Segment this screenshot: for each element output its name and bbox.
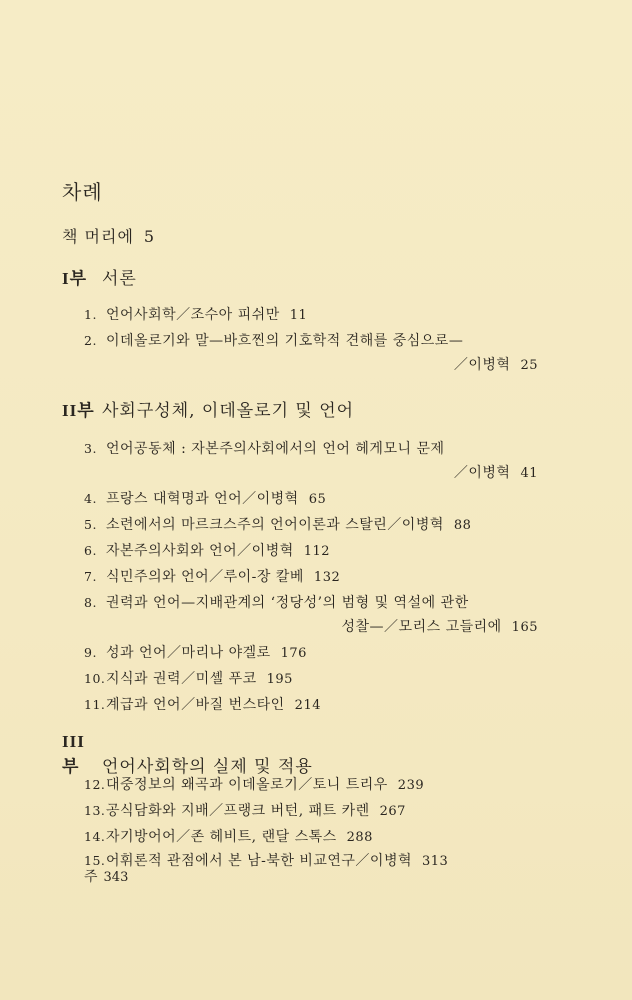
entry-page: 267: [379, 804, 406, 819]
entry-author: 성찰—／모리스 고들리에: [341, 619, 502, 635]
entry-page: 112: [303, 544, 331, 559]
entry-number: 13.: [84, 803, 106, 818]
preface-label: 책 머리에: [62, 227, 134, 246]
entry-title: 권력과 언어—지배관계의 ‘정당성’의 범형 및 역설에 관한: [106, 595, 469, 611]
part-3-title: [62, 732, 313, 777]
toc-entry-9: [84, 642, 307, 662]
toc-entry-15: [84, 850, 448, 870]
notes-label: 주: [84, 869, 98, 885]
entry-number: 5.: [84, 517, 97, 532]
entry-number: 12.: [84, 777, 106, 792]
entry-title: 공식담화와 지배／프랭크 버턴, 패트 카렌: [106, 803, 370, 819]
toc-entry-10: [84, 668, 293, 688]
toc-notes: [84, 866, 128, 886]
toc-entry-11: [84, 694, 321, 714]
entry-number: 2.: [84, 333, 97, 348]
entry-number: 4.: [84, 491, 97, 506]
entry-title: 언어공동체 : 자본주의사회에서의 언어 헤게모니 문제: [106, 441, 445, 457]
toc-entry-6: [84, 540, 330, 560]
entry-number: 1.: [84, 307, 97, 322]
entry-number: 7.: [84, 569, 97, 584]
toc-entry-2: [84, 330, 463, 350]
entry-number: 8.: [84, 595, 97, 610]
toc-preface: [62, 224, 155, 247]
part-2-title: [62, 396, 354, 421]
part-3-numeral: III부: [62, 732, 85, 776]
entry-author: ／이병혁: [453, 357, 511, 373]
entry-number: 11.: [84, 697, 106, 712]
entry-title: 자본주의사회와 언어／이병혁: [106, 543, 294, 559]
entry-title: 식민주의와 언어／루이-장 칼베: [106, 569, 304, 585]
entry-number: 3.: [84, 441, 97, 456]
entry-page: 176: [280, 646, 307, 661]
entry-number: 9.: [84, 645, 97, 660]
entry-title: 언어사회학／조수아 피쉬만: [106, 307, 280, 323]
entry-number: 6.: [84, 543, 97, 558]
entry-page: 239: [397, 778, 425, 793]
toc-heading: 차례: [62, 180, 103, 204]
toc-entry-3: [84, 438, 445, 458]
entry-page: 132: [313, 570, 341, 585]
notes-page: 343: [103, 870, 129, 885]
preface-page: 5: [143, 227, 156, 246]
entry-title: 자기방어어／존 헤비트, 랜달 스톡스: [106, 829, 337, 845]
part-2-numeral: II부: [62, 401, 95, 420]
entry-title: 소련에서의 마르크스주의 언어이론과 스탈린／이병혁: [106, 517, 444, 533]
entry-number: 10.: [84, 671, 106, 686]
entry-page: 288: [346, 830, 373, 845]
entry-title: 대중정보의 왜곡과 이데올로기／토니 트리우: [106, 777, 388, 793]
toc-entry-8: [84, 592, 469, 612]
part-1-label: 서론: [102, 269, 137, 289]
entry-page: 88: [453, 518, 472, 533]
entry-author: ／이병혁: [453, 465, 511, 481]
part-1-title: [62, 264, 137, 289]
toc-entry-3-continuation: [454, 462, 538, 482]
entry-page: 65: [308, 492, 327, 507]
entry-title: 계급과 언어／바질 번스타인: [106, 697, 285, 713]
entry-page: 11: [289, 308, 308, 323]
entry-title: 지식과 권력／미셸 푸코: [106, 671, 257, 687]
part-3-label: 언어사회학의 실제 및 적용: [102, 757, 313, 777]
entry-title: 이데올로기와 말—바흐찐의 기호학적 견해를 중심으로—: [106, 333, 464, 349]
toc-entry-5: [84, 514, 471, 534]
entry-title: 성과 언어／마리나 야겔로: [106, 645, 271, 661]
toc-entry-1: [84, 304, 307, 324]
entry-title: 어휘론적 관점에서 본 남-북한 비교연구／이병혁: [106, 853, 412, 869]
entry-number: 15.: [84, 853, 106, 868]
entry-page: 41: [520, 466, 538, 481]
toc-entry-4: [84, 488, 326, 508]
toc-entry-13: [84, 800, 406, 820]
toc-entry-14: [84, 826, 373, 846]
toc-entry-7: [84, 566, 340, 586]
toc-entry-2-continuation: [454, 354, 538, 374]
toc-entry-8-continuation: [342, 616, 539, 636]
entry-page: 214: [294, 698, 321, 713]
entry-page: 195: [266, 672, 293, 687]
entry-number: 14.: [84, 829, 106, 844]
part-1-numeral: I부: [62, 269, 88, 288]
toc-entry-12: [84, 774, 424, 794]
entry-page: 313: [422, 854, 449, 869]
part-2-label: 사회구성체, 이데올로기 및 언어: [102, 401, 355, 421]
entry-page: 165: [511, 620, 538, 635]
entry-title: 프랑스 대혁명과 언어／이병혁: [106, 491, 299, 507]
entry-page: 25: [520, 358, 538, 373]
